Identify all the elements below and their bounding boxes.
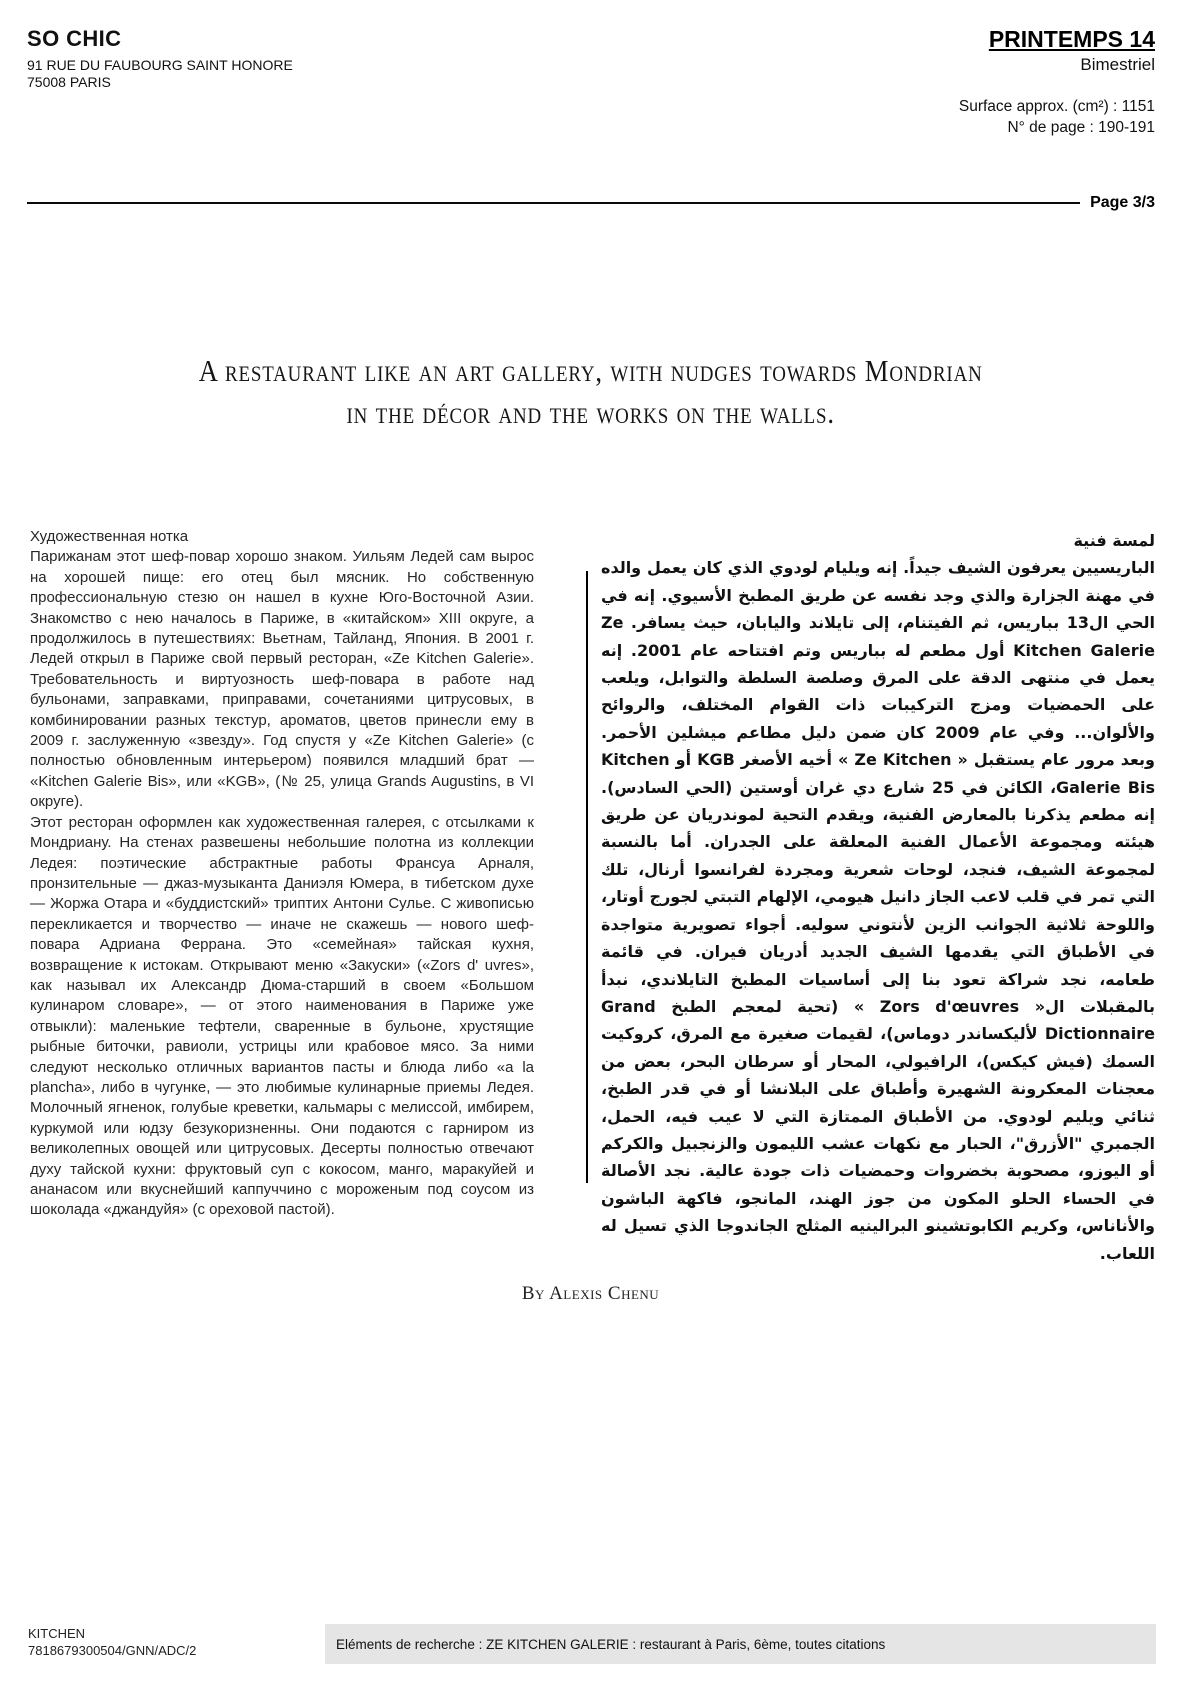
frequency-label: Bimestriel — [1080, 55, 1155, 74]
page-ref-label: N° de page : 190-191 — [1007, 119, 1155, 136]
publication-name: SO CHIC — [27, 26, 122, 51]
surface-label: Surface approx. (cm²) : 1151 — [958, 98, 1155, 115]
page-indicator: Page 3/3 — [1090, 194, 1155, 211]
footer-reference — [28, 1625, 196, 1659]
article-title — [0, 350, 1181, 434]
publication-address-line2: 75008 PARIS — [27, 74, 111, 90]
russian-column — [30, 527, 534, 1221]
publication-address — [27, 57, 293, 91]
footer-ref-line1: KITCHEN — [28, 1626, 86, 1641]
search-elements-bar — [325, 1624, 1156, 1664]
header-rule-row — [27, 194, 1155, 212]
arabic-heading: لمسة فنية — [1073, 531, 1155, 550]
publication-address-line1: 91 RUE DU FAUBOURG SAINT HONORE — [27, 57, 293, 73]
arabic-column — [601, 527, 1155, 1267]
footer-ref-line2: 7818679300504/GNN/ADC/2 — [28, 1643, 197, 1658]
article-title-line2: in the décor and the works on the walls. — [346, 395, 835, 430]
arabic-paragraph-1: الباريسيين يعرفون الشيف جيداً. إنه ويليام لودوي الذي كان يعمل والده في مهنة الجزارة والذي وجد نفسه عن طريق المطبخ الأسيوي. إنه في الحي ال13 بباريس، ثم الفيتنام، إلى تايلاند واليابان، حيث يسافر. Ze Kitchen Galerie أول مطعم له بباريس وتم افتتاحه عام 2001. إنه يعمل في منتهى الدقة على المرق وصلصة السلطة والتوابل، ويلعب على الحمضيات ومزج التركيبات ذات القوام المختلف، والروائح والألوان... وفي عام 2009 كان ضمن دليل مطاعم ميشلين الأحمر. وبعد مرور عام يستقبل « Ze Kitchen » أخيه الأصغر KGB أو Kitchen Galerie Bis، الكائن في 25 شارع دي غران أوستين (الحي السادس). إنه مطعم يذكرنا بالمعارض الفنية، ويقدم التحية لموندريان عن طريق هيئته ومجموعة الأعمال الفنية المعلقة على الجدران. أما بالنسبة لمجموعة الشيف، فنجد، لوحات شعرية ومجردة لفرانسوا أرنال، تلك التي تمر في قلب لاعب الجاز دانيل هيومي، الإلهام التبتي لجورج أوتار، واللوحة ثلاثية الجوانب الزين لأنتوني سوليه. أجواء تصويرية متواجدة في الأطباق التي يقدمها الشيف الجديد أدريان فيران. في قائمة طعامه، نجد شراكة تعود بنا إلى أساسيات المطبخ التايلاندي، نبدأ بالمقبلات ال« Zors d'œuvres » (تحية لمعجم الطبخ Grand Dictionnaire لأليكساندر دوماس)، لقيمات صغيرة مع المرق، كروكيت السمك (فيش كيكس)، الرافيولي، المحار أو سرطان البحر، بعض من معجنات المعكرونة الشهيرة وأطباق على البلانشا أو في قدر الطبخ، ثنائي ويليم لودوي. من الأطباق الممتازة التي لا عيب فيه، الحمل، الجمبري "الأزرق"، الحبار مع نكهات عشب الليمون والزنجبيل والكركم أو اليوزو، مصحوبة بخضروات وحمضيات ذات جودة عالية. نجد الأصالة في الحساء الحلو المكون من جوز الهند، المانجو، فاكهة الباشون والأناناس، وكريم الكابوتشينو البرالينيه المثلج الجاندوجا الذي تسيل له اللعاب. — [601, 558, 1156, 1263]
clipping-metadata — [959, 96, 1155, 138]
article-title-text — [199, 350, 983, 434]
column-divider — [586, 571, 588, 1183]
search-elements-text: Eléments de recherche : ZE KITCHEN GALERIE : restaurant à Paris, 6ème, toutes citations — [336, 1636, 886, 1652]
russian-paragraph-1: Парижанам этот шеф-повар хорошо знаком. Уильям Ледей сам вырос на хорошей пище: его отец был мясник. Но собственную профессиональную стезю он нашел в кухне Юго-Восточной Азии. Знакомство с нею началось в Париже, в «китайском» XIII округе, а продолжилось в путешествиях: Вьетнам, Тайланд, Япония. В 2001 г. Ледей открыл в Париже свой первый ресторан, «Ze Kitchen Galerie». Требовательность и виртуозность шеф-повара в работе над бульонами, заправками, приправами, сочетаниями цитрусовых, в комбинировании разных текстур, ароматов, цветов принесли ему в 2009 г. заслуженную «звезду». Год спустя у «Ze Kitchen Galerie» (с полностью обновленным интерьером) появился младший брат — «Kitchen Galerie Bis», или «KGB», (№ 25, улица Grands Augustins, в VI округе). — [30, 548, 534, 811]
horizontal-rule — [27, 202, 1080, 204]
russian-heading: Художественная нотка — [30, 528, 189, 545]
publication-header — [27, 26, 293, 91]
article-body — [30, 527, 1155, 1267]
issue-label: PRINTEMPS 14 — [988, 26, 1155, 52]
issue-header — [989, 26, 1155, 75]
russian-paragraph-2: Этот ресторан оформлен как художественная галерея, с отсылками к Мондриану. На стенах развешены небольшие полотна из коллекции Ледея: поэтические абстрактные работы Франсуа Арналя, пронзительные — джаз-музыканта Даниэля Юмера, в тибетском духе — Жоржа Отара и «буддистский» триптих Антони Сулье. С живописью перекликается и творчество — иначе не скажешь — нового шеф-повара Адриана Феррана. Это «семейная» тайская кухня, возвращение к истокам. Открывают меню «Закуски» («Zors d' uvres», как называл их Александр Дюма-старший в своем «Большом кулинаром словаре», — от этого наименования в Париже уже отвыкли): маленькие тефтели, сваренные в бульоне, хрустящие рыбные биточки, равиоли, устрицы или крабовое мясо. За ними следуют несколько отличных вариантов пасты и блюда либо «a la plancha», либо в чугунке, — это любимые кулинарные приемы Ледея. Молочный ягненок, голубые креветки, кальмары с мелиссой, имбирем, куркумой или юдзу безукоризненны. Они подаются с гарниром из великолепных овощей или цитрусовых. Десерты полностью отвечают духу тайской кухни: фруктовый суп с кокосом, манго, маракуйей и ананасом или вкуснейший каппуччино с мороженым под соусом из шоколада «джандуйя» (с ореховой пастой). — [30, 813, 534, 1219]
article-title-line1: A restaurant like an art gallery, with nudges towards Mondrian — [198, 353, 983, 388]
byline: By Alexis Chenu — [521, 1283, 660, 1304]
